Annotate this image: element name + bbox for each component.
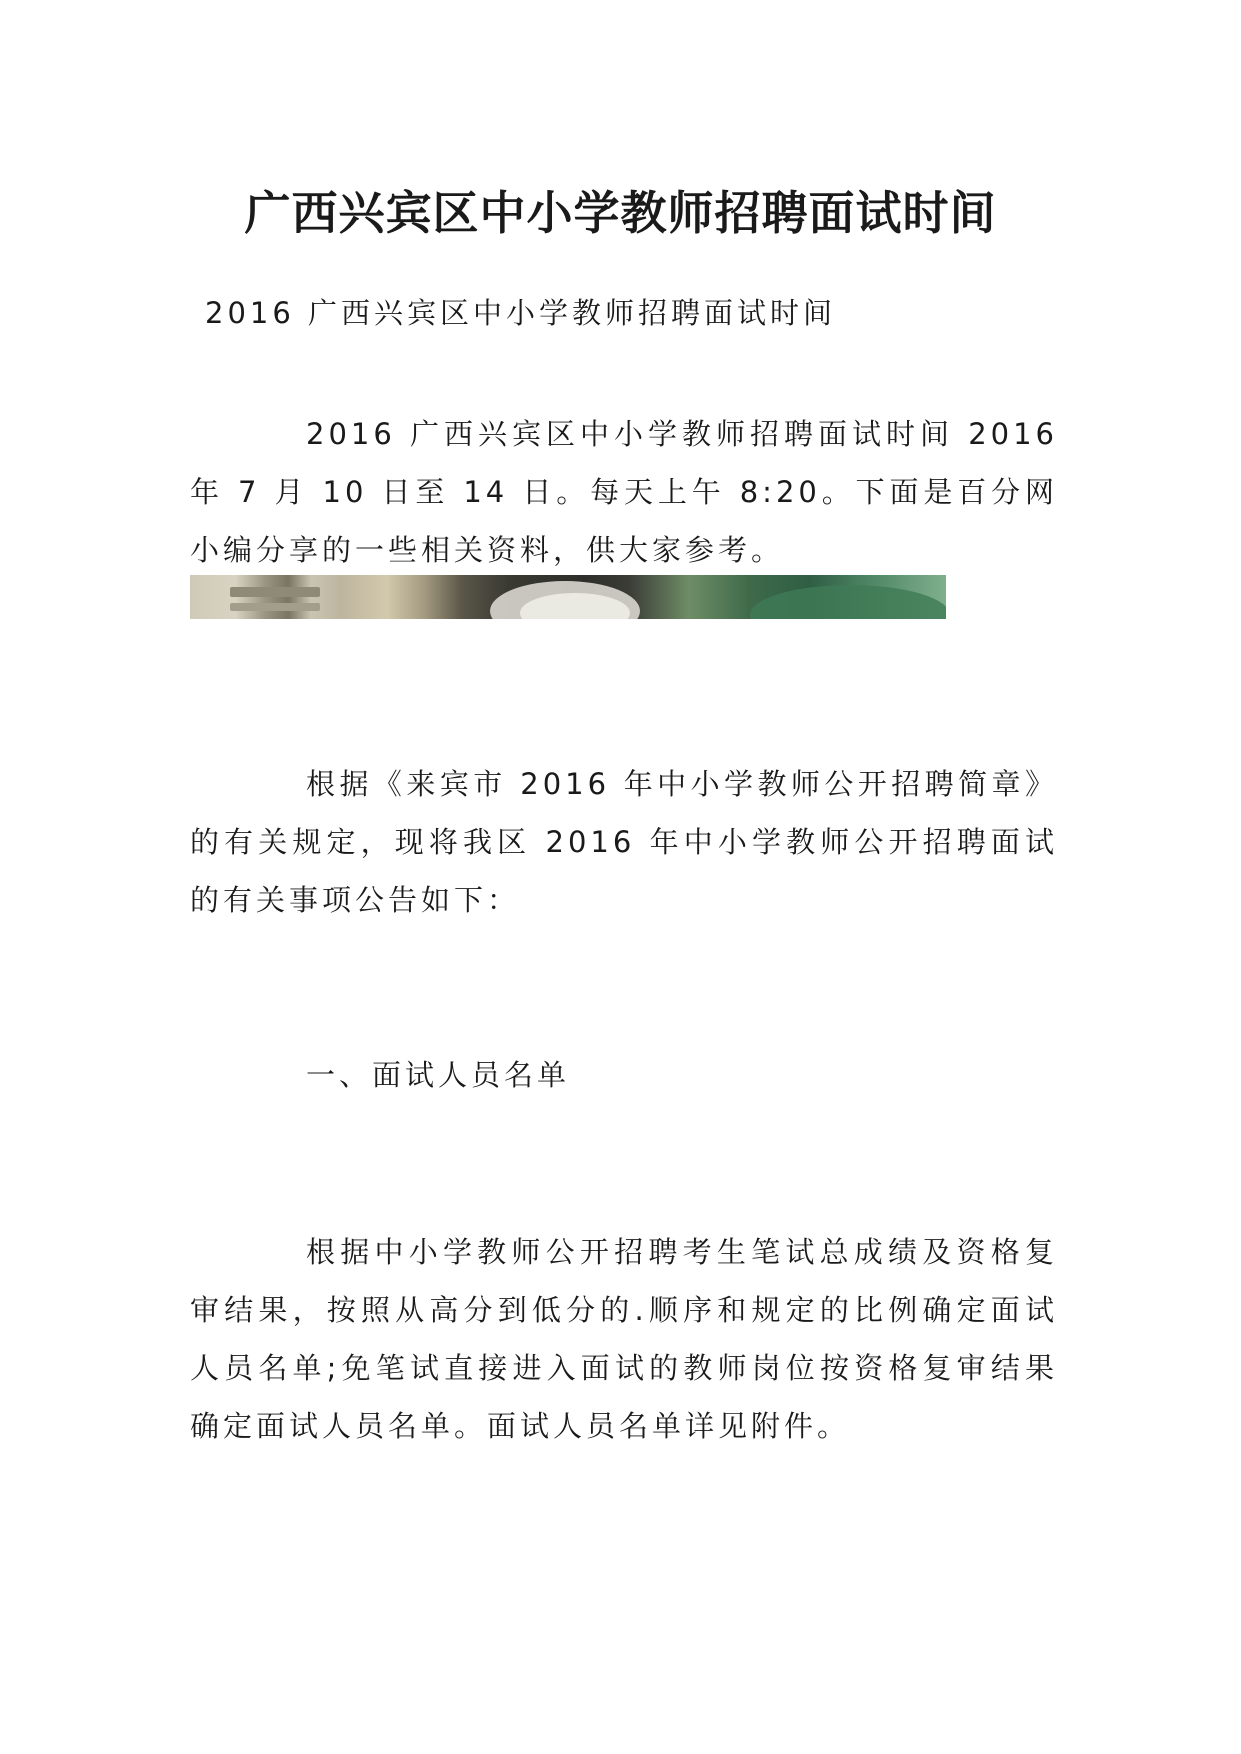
intro-paragraph: 2016 广西兴宾区中小学教师招聘面试时间 2016 年 7 月 10 日至 14 日。每天上午 8:20。下面是百分网小编分享的一些相关资料，供大家参考。: [190, 417, 1058, 567]
photo-shape: [750, 585, 946, 619]
page-title: 广西兴宾区中小学教师招聘面试时间: [244, 185, 997, 240]
document-subtitle: 2016 广西兴宾区中小学教师招聘面试时间: [205, 296, 837, 330]
basis-paragraph: 根据《来宾市 2016 年中小学教师公开招聘简章》的有关规定，现将我区 2016 年中小学教师公开招聘面试的有关事项公告如下：: [190, 767, 1058, 917]
article-photo: [190, 575, 946, 619]
photo-shape: [230, 603, 320, 611]
section-heading-interview-list: 一、面试人员名单: [306, 1058, 571, 1092]
interview-list-paragraph: 根据中小学教师公开招聘考生笔试总成绩及资格复审结果，按照从高分到低分的.顺序和规定的比例确定面试人员名单;免笔试直接进入面试的教师岗位按资格复审结果确定面试人员名单。面试人员名单详见附件。: [190, 1235, 1058, 1443]
photo-shape: [230, 587, 320, 597]
